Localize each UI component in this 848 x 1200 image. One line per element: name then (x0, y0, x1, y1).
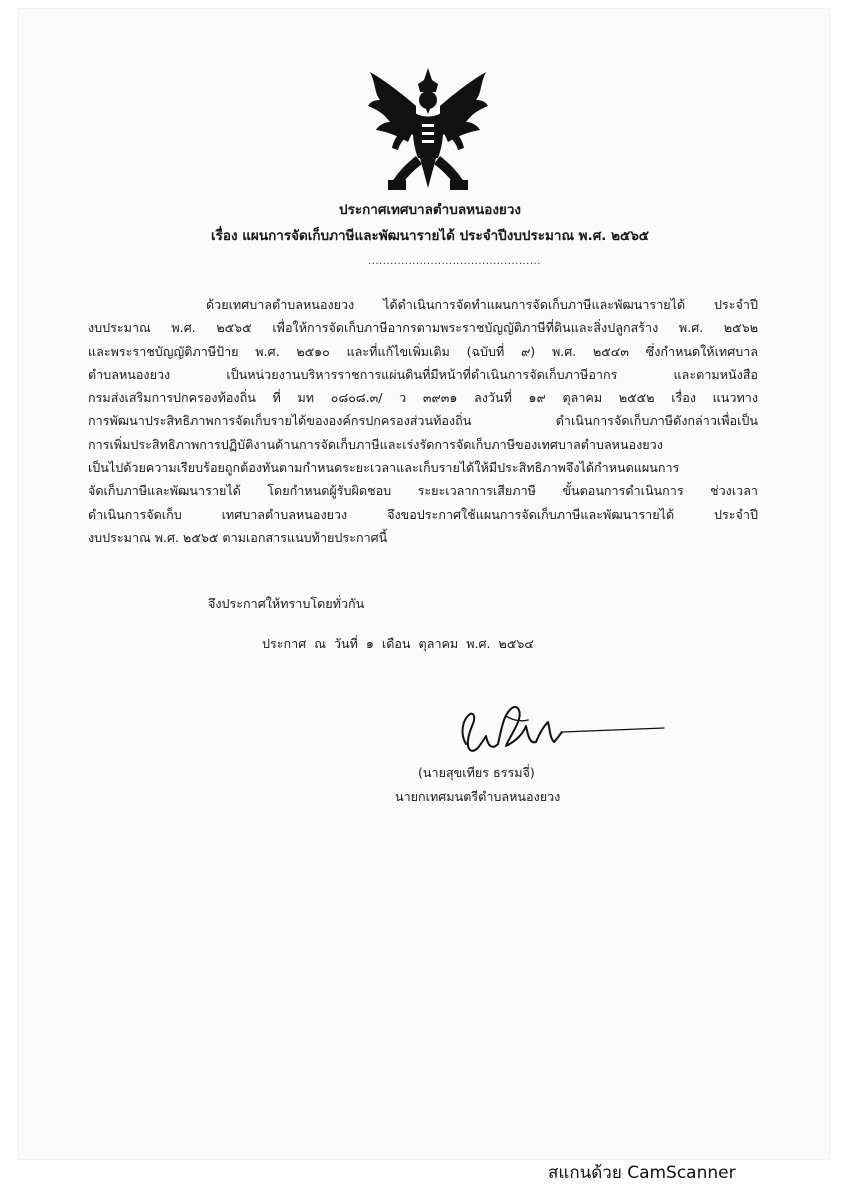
body-line: การพัฒนาประสิทธิภาพการจัดเก็บรายได้ขององค์กรปกครองส่วนท้องถิ่น ดำเนินการจัดเก็บภาษีดังกล่าวเพื่อเป็น (88, 413, 758, 429)
body-line: ด้วยเทศบาลตำบลหนองยวง ได้ดำเนินการจัดทำแผนการจัดเก็บภาษีและพัฒนารายได้ ประจำปี (206, 297, 758, 312)
closing-statement: จึงประกาศให้ทราบโดยทั่วกัน (208, 596, 365, 611)
body-line: ตำบลหนองยวง เป็นหน่วยงานบริหารราชการแผ่นดินที่มีหน้าที่ดำเนินการจัดเก็บภาษีอากร และตามหนังสือ (88, 366, 758, 382)
announcement-title: ประกาศเทศบาลตำบลหนองยวง (339, 202, 521, 218)
body-line: กรมส่งเสริมการปกครองท้องถิ่น ที่ มท ๐๘๐๘.๓/ ว ๓๙๓๑ ลงวันที่ ๑๙ ตุลาคม ๒๕๕๒ เรื่อง แนวทาง (88, 390, 758, 406)
camscanner-watermark: สแกนด้วย CamScanner (548, 1163, 736, 1183)
body-line: เป็นไปด้วยความเรียบร้อยถูกต้องทันตามกำหนดระยะเวลาและเก็บรายได้ให้มีประสิทธิภาพจึงได้กำหนดแผนการ (88, 460, 680, 476)
body-line: งบประมาณ พ.ศ. ๒๕๖๕ ตามเอกสารแนบท้ายประกาศนี้ (88, 529, 388, 545)
body-line: การเพิ่มประสิทธิภาพการปฏิบัติงานด้านการจัดเก็บภาษีและเร่งรัดการจัดเก็บภาษีของเทศบาลตำบลหนองยวง (88, 436, 663, 452)
body-line: งบประมาณ พ.ศ. ๒๕๖๕ เพื่อให้การจัดเก็บภาษีอากรตามพระราชบัญญัติภาษีที่ดินและสิ่งปลูกสร้าง พ.ศ. ๒๕๖๒ (88, 320, 758, 336)
signer-title: นายกเทศมนตรีตำบลหนองยวง (395, 789, 561, 804)
garuda-emblem-icon (366, 66, 490, 192)
announcement-subject: เรื่อง แผนการจัดเก็บภาษีและพัฒนารายได้ ประจำปีงบประมาณ พ.ศ. ๒๕๖๕ (210, 228, 650, 244)
announcement-body (88, 293, 758, 549)
announcement-date: ประกาศ ณ วันที่ ๑ เดือน ตุลาคม พ.ศ. ๒๕๖๔ (262, 636, 534, 651)
body-line: จัดเก็บภาษีและพัฒนารายได้ โดยกำหนดผู้รับผิดชอบ ระยะเวลาการเสียภาษี ขั้นตอนการดำเนินการ ช่วงเวลา (88, 483, 758, 499)
signer-name: (นายสุขเทียร ธรรมจี่) (418, 765, 535, 780)
body-line: ดำเนินการจัดเก็บ เทศบาลตำบลหนองยวง จึงขอประกาศใช้แผนการจัดเก็บภาษีและพัฒนารายได้ ประจำปี (88, 506, 758, 522)
page-margin (830, 0, 848, 1200)
dotted-divider: ............................................... (368, 256, 541, 267)
handwritten-signature-icon (452, 696, 668, 764)
body-line: และพระราชบัญญัติภาษีป้าย พ.ศ. ๒๕๑๐ และที่แก้ไขเพิ่มเติม (ฉบับที่ ๙) พ.ศ. ๒๕๔๓ ซึ่งกำหนดให้เทศบาล (88, 343, 758, 359)
